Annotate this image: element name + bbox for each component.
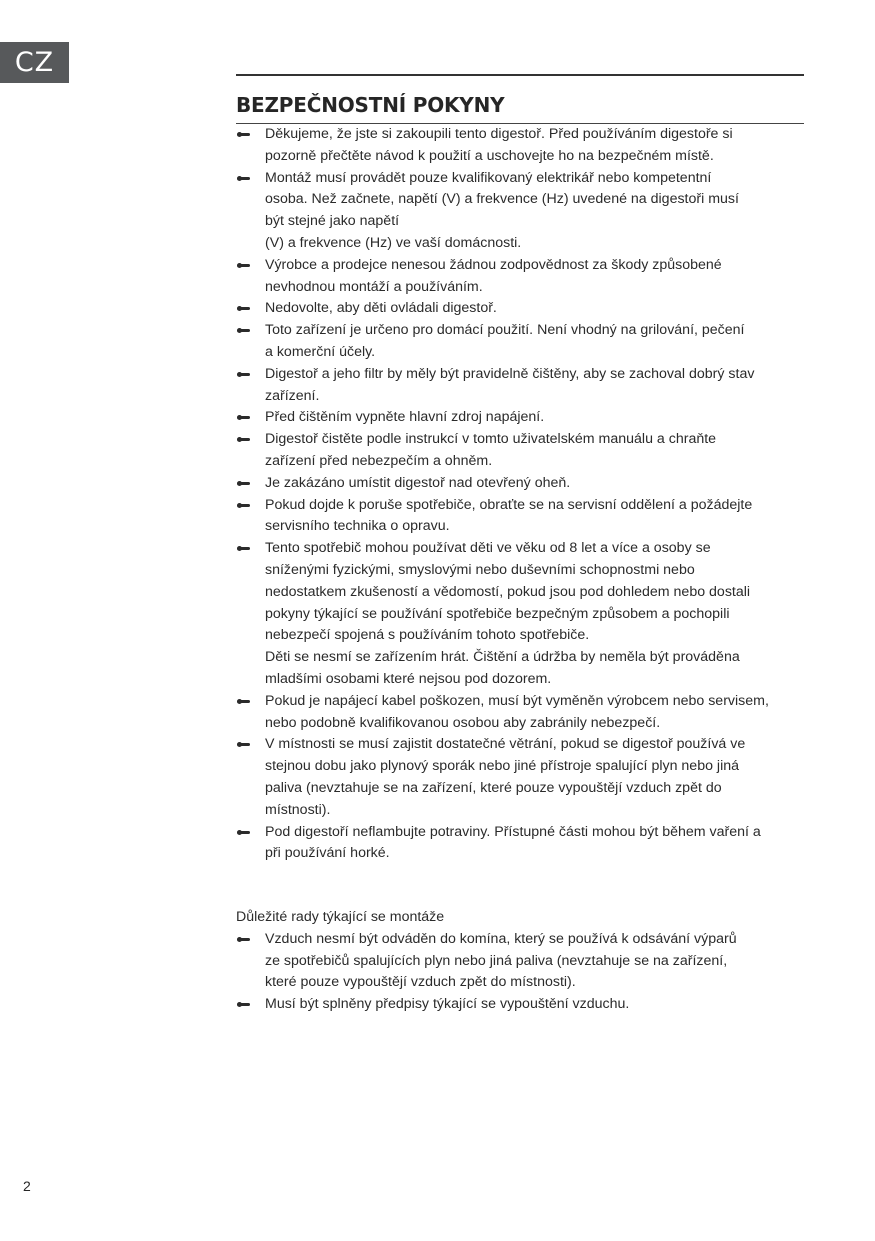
list-item-line: ze spotřebičů spalujících plyn nebo jiná paliva (nevztahuje se na zařízení, <box>265 952 728 969</box>
dash-bullet-icon <box>237 329 250 332</box>
list-item-line: nebezpečí spojená s používáním tohoto spotřebiče. <box>265 627 590 644</box>
list-item <box>236 407 804 429</box>
list-item-line: být stejné jako napětí <box>265 213 400 230</box>
list-item-line: Je zakázáno umístit digestoř nad otevřený oheň. <box>265 474 571 491</box>
list-item-line: místnosti). <box>265 801 331 818</box>
list-item-line: zařízení. <box>265 387 320 404</box>
list-item <box>236 691 804 735</box>
list-item-line: Pokud je napájecí kabel poškozen, musí být vyměněn výrobcem nebo servisem, <box>265 692 769 709</box>
list-item-line: které pouze vypouštějí vzduch zpět do místnosti). <box>265 974 576 991</box>
list-item-line: Pokud dojde k poruše spotřebiče, obraťte se na servisní oddělení a požádejte <box>265 496 753 513</box>
list-item <box>236 168 804 255</box>
dash-bullet-icon <box>237 416 250 419</box>
list-item-line: servisního technika o opravu. <box>265 518 450 535</box>
list-item <box>236 822 804 866</box>
list-item <box>236 320 804 364</box>
list-item <box>236 495 804 539</box>
list-item-line: Před čištěním vypněte hlavní zdroj napájení. <box>265 409 545 426</box>
list-item-line: Digestoř čistěte podle instrukcí v tomto uživatelském manuálu a chraňte <box>265 431 717 448</box>
list-item-line: osoba. Než začnete, napětí (V) a frekvence (Hz) uvedené na digestoři musí <box>265 191 739 208</box>
list-item-line: Vzduch nesmí být odváděn do komína, který se používá k odsávání výparů <box>265 930 737 947</box>
list-item <box>236 429 804 473</box>
list-item-line: nevhodnou montáží a používáním. <box>265 278 483 295</box>
dash-bullet-icon <box>237 264 250 267</box>
list-item <box>236 124 804 168</box>
list-item <box>236 364 804 408</box>
dash-bullet-icon <box>237 938 250 941</box>
list-item-line: a komerční účely. <box>265 343 376 360</box>
list-item <box>236 734 804 821</box>
list-item-line: Musí být splněny předpisy týkající se vypouštění vzduchu. <box>265 996 630 1013</box>
dash-bullet-icon <box>237 133 250 136</box>
page-title: BEZPEČNOSTNÍ POKYNY <box>236 93 505 117</box>
safety-instructions-list <box>236 124 804 865</box>
dash-bullet-icon <box>237 307 250 310</box>
list-item-line: Děkujeme, že jste si zakoupili tento digestoř. Před používáním digestoře si <box>265 126 733 142</box>
list-item-line: Děti se nesmí se zařízením hrát. Čištění a údržba by neměla být prováděna <box>265 649 740 666</box>
list-item <box>236 538 804 691</box>
page-number: 2 <box>23 1178 31 1194</box>
list-item <box>236 473 804 495</box>
list-item-line: nedostatkem zkušeností a vědomostí, pokud jsou pod dohledem nebo dostali <box>265 583 751 600</box>
list-item-line: zařízení před nebezpečím a ohněm. <box>265 452 493 469</box>
dash-bullet-icon <box>237 700 250 703</box>
mounting-advice-list <box>236 929 804 1016</box>
language-tab: CZ <box>0 42 69 83</box>
safety-section <box>236 74 804 1016</box>
list-item <box>236 929 804 994</box>
list-item-line: V místnosti se musí zajistit dostatečné větrání, pokud se digestoř používá ve <box>265 736 746 753</box>
list-item-line: Nedovolte, aby děti ovládali digestoř. <box>265 300 497 317</box>
list-item-line: Pod digestoří neflambujte potraviny. Přístupné části mohou být během vaření a <box>265 823 761 840</box>
list-item-line: nebo podobně kvalifikovanou osobou aby zabránily nebezpečí. <box>265 714 661 731</box>
list-item-line: Digestoř a jeho filtr by měly být pravidelně čištěny, aby se zachoval dobrý stav <box>265 365 755 382</box>
list-item-line: mladšími osobami které nejsou pod dozorem. <box>265 670 552 687</box>
list-item <box>236 255 804 299</box>
list-item-line: pokyny týkající se používání spotřebiče bezpečným způsobem a pochopili <box>265 605 730 622</box>
list-item-line: paliva (nevztahuje se na zařízení, které pouze vypouštějí vzduch zpět do <box>265 779 722 796</box>
list-item-line: stejnou dobu jako plynový sporák nebo jiné přístroje spalující plyn nebo jiná <box>265 758 739 775</box>
list-item-line: Výrobce a prodejce nenesou žádnou zodpovědnost za škody způsobené <box>265 256 722 273</box>
list-item-line: pozorně přečtěte návod k použití a uschovejte ho na bezpečném místě. <box>265 147 714 164</box>
dash-bullet-icon <box>237 831 250 834</box>
list-item-line: Montáž musí provádět pouze kvalifikovaný elektrikář nebo kompetentní <box>265 169 712 186</box>
dash-bullet-icon <box>237 482 250 485</box>
list-item <box>236 994 804 1016</box>
dash-bullet-icon <box>237 177 250 180</box>
dash-bullet-icon <box>237 743 250 746</box>
list-item-line: při používání horké. <box>265 845 390 862</box>
list-item <box>236 298 804 320</box>
dash-bullet-icon <box>237 438 250 441</box>
list-item-line: Tento spotřebič mohou používat děti ve věku od 8 let a více a osoby se <box>265 540 711 557</box>
heading-top-rule <box>236 74 804 76</box>
list-item-line: (V) a frekvence (Hz) ve vaší domácnosti. <box>265 234 522 251</box>
dash-bullet-icon <box>237 373 250 376</box>
dash-bullet-icon <box>237 1003 250 1006</box>
dash-bullet-icon <box>237 547 250 550</box>
dash-bullet-icon <box>237 504 250 507</box>
list-item-line: Toto zařízení je určeno pro domácí použití. Není vhodný na grilování, pečení <box>265 322 745 339</box>
mounting-subheading: Důležité rady týkající se montáže <box>236 909 445 926</box>
list-item-line: sníženými fyzickými, smyslovými nebo duševními schopnostmi nebo <box>265 561 695 578</box>
